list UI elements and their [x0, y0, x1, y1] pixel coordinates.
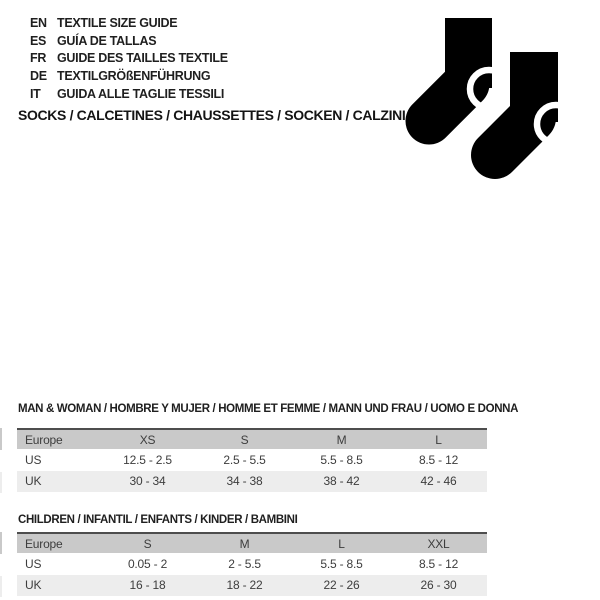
- language-code: ES: [30, 33, 47, 48]
- language-row: [30, 67, 228, 85]
- table-cell: 16 - 18: [129, 578, 166, 593]
- language-label: TEXTILGRÖßENFÜHRUNG: [57, 69, 211, 84]
- row-bg-sliver: [0, 576, 2, 598]
- language-row: [30, 32, 228, 50]
- language-list: [30, 14, 228, 103]
- table-cell: 8.5 - 12: [418, 452, 459, 467]
- table-cell: 42 - 46: [420, 474, 457, 489]
- column-header-region: Europe: [25, 536, 63, 551]
- row-bg-sliver: [0, 472, 2, 494]
- row-label: UK: [25, 474, 42, 489]
- language-row: [30, 14, 228, 32]
- table-cell: 0.05 - 2: [127, 556, 168, 571]
- table-row-uk: [17, 471, 487, 493]
- children-table-title: CHILDREN / INFANTIL / ENFANTS / KINDER / BAMBINI: [18, 514, 298, 526]
- children-size-table: [17, 532, 487, 596]
- row-label: US: [25, 452, 42, 467]
- column-header-size-l: L: [338, 536, 345, 551]
- table-row-us: [17, 553, 487, 575]
- language-code: EN: [30, 15, 47, 30]
- row-label: US: [25, 556, 42, 571]
- table-cell: 12.5 - 2.5: [123, 452, 172, 467]
- table-cell: 26 - 30: [420, 578, 457, 593]
- column-header-size-m: M: [239, 536, 250, 551]
- column-header-size-s: S: [143, 536, 152, 551]
- language-row: [30, 50, 228, 68]
- table-cell: 22 - 26: [323, 578, 360, 593]
- language-label: GUIDA ALLE TAGLIE TESSILI: [57, 87, 225, 102]
- column-header-size-xs: XS: [139, 432, 156, 447]
- row-label: UK: [25, 578, 42, 593]
- table-cell: 2.5 - 5.5: [223, 452, 266, 467]
- table-cell: 5.5 - 8.5: [320, 452, 363, 467]
- sock-back: [429, 18, 508, 121]
- table-header-row: [17, 533, 487, 553]
- adults-table-title: MAN & WOMAN / HOMBRE Y MUJER / HOMME ET FEMME / MANN UND FRAU / UOMO E DONNA: [18, 403, 519, 415]
- row-bg-sliver: [0, 428, 2, 450]
- language-row: [30, 85, 228, 103]
- language-code: DE: [30, 69, 47, 84]
- language-label: GUIDE DES TAILLES TEXTILE: [57, 51, 228, 66]
- language-label: GUÍA DE TALLAS: [57, 33, 157, 48]
- column-header-size-xxl: XXL: [427, 536, 450, 551]
- table-cell: 5.5 - 8.5: [320, 556, 363, 571]
- table-cell: 34 - 38: [226, 474, 263, 489]
- table-cell: 8.5 - 12: [418, 556, 459, 571]
- table-row-us: [17, 449, 487, 471]
- socks-icon: [402, 12, 577, 184]
- table-cell: 30 - 34: [129, 474, 166, 489]
- language-code: IT: [30, 87, 41, 102]
- column-header-size-m: M: [336, 432, 347, 447]
- table-header-row: [17, 429, 487, 449]
- adults-size-table: [17, 428, 487, 492]
- column-header-size-l: L: [435, 432, 442, 447]
- column-header-size-s: S: [240, 432, 249, 447]
- table-cell: 18 - 22: [226, 578, 263, 593]
- row-bg-sliver: [0, 532, 2, 554]
- table-cell: 2 - 5.5: [228, 556, 261, 571]
- table-cell: 38 - 42: [323, 474, 360, 489]
- language-code: FR: [30, 51, 47, 66]
- column-header-region: Europe: [25, 432, 63, 447]
- language-label: TEXTILE SIZE GUIDE: [57, 15, 178, 30]
- table-row-uk: [17, 575, 487, 597]
- product-category-title: SOCKS / CALCETINES / CHAUSSETTES / SOCKEN / CALZINI: [18, 107, 406, 123]
